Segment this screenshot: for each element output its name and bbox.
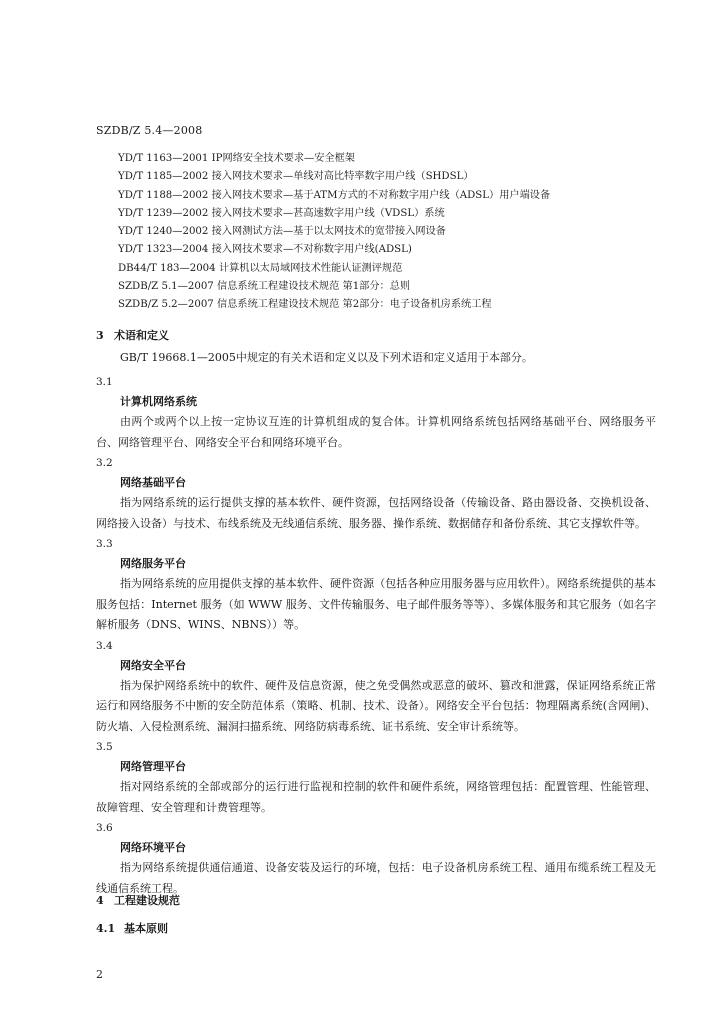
reference-item: YD/T 1185—2002 接入网技术要求—单线对高比特率数字用户线（SHDSL）: [118, 171, 474, 183]
section-number: 4.1: [96, 922, 116, 935]
reference-item: SZDB/Z 5.2—2007 信息系统工程建设技术规范 第2部分：电子设备机房系统工程: [118, 299, 492, 311]
term-entry: [96, 636, 656, 738]
term-entry: [96, 737, 656, 818]
term-definition: 由两个或两个以上按一定协议互连的计算机组成的复合体。计算机网络系统包括网络基础平台、网络服务平台、网络管理平台、网络安全平台和网络环境平台。: [96, 415, 656, 449]
term-name: 网络安全平台: [120, 658, 186, 672]
term-number: 3.6: [96, 822, 113, 834]
term-number: 3.2: [96, 457, 113, 469]
term-name: 计算机网络系统: [120, 395, 197, 408]
terms-list: [96, 372, 656, 899]
reference-item: YD/T 1188—2002 接入网技术要求—基于ATM方式的不对称数字用户线（ADSL）用户端设备: [118, 189, 551, 201]
term-definition: 指为网络系统的运行提供支撑的基本软件、硬件资源，包括网络设备（传输设备、路由器设备、交换机设备、网络接入设备）与技术、布线系统及无线通信系统、服务器、操作系统、数据储存和备份系统、其它支撑软件等。: [96, 496, 656, 530]
term-definition: 指为网络系统提供通信通道、设备安装及运行的环境，包括：电子设备机房系统工程、通用布缆系统工程及无线通信系统工程。: [96, 861, 656, 895]
section-4-heading: [96, 892, 180, 908]
reference-item: YD/T 1240—2002 接入网测试方法—基于以太网技术的宽带接入网设备: [118, 226, 446, 238]
section-3-heading: [96, 327, 169, 343]
section-3-intro: GB/T 19668.1—2005中规定的有关术语和定义以及下列术语和定义适用于本部分。: [120, 351, 533, 364]
reference-item: YD/T 1323—2004 接入网技术要求—不对称数字用户线(ADSL): [118, 244, 412, 256]
term-name: 网络基础平台: [120, 476, 186, 489]
reference-list: [118, 150, 678, 315]
reference-item: DB44/T 183—2004 计算机以太局域网技术性能认证测评规范: [118, 262, 403, 274]
section-title: 术语和定义: [114, 329, 169, 342]
section-number: 3: [96, 329, 104, 342]
term-entry: [96, 372, 656, 453]
reference-item: YD/T 1239—2002 接入网技术要求—甚高速数字用户线（VDSL）系统: [118, 207, 445, 219]
section-4-1-heading: [96, 920, 168, 936]
section-title: 基本原则: [124, 922, 168, 935]
reference-item: SZDB/Z 5.1—2007 信息系统工程建设技术规范 第1部分：总则: [118, 281, 411, 293]
term-number: 3.4: [96, 639, 113, 652]
section-number: 4: [96, 894, 104, 907]
term-name: 网络管理平台: [120, 760, 186, 773]
reference-item: YD/T 1163—2001 IP网络安全技术要求—安全框架: [118, 153, 355, 164]
term-number: 3.3: [96, 538, 113, 550]
term-name: 网络环境平台: [120, 841, 186, 854]
term-entry: [96, 534, 656, 636]
page-number: 2: [96, 968, 103, 981]
document-header: SZDB/Z 5.4—2008: [96, 124, 203, 137]
term-entry: [96, 818, 656, 899]
term-definition: 指对网络系统的全部或部分的运行进行监视和控制的软件和硬件系统，网络管理包括：配置管理、性能管理、故障管理、安全管理和计费管理等。: [96, 780, 656, 814]
term-definition: 指为网络系统的应用提供支撑的基本软件、硬件资源（包括各种应用服务器与应用软件）。网络系统提供的基本服务包括：Internet 服务（如 WWW 服务、文件传输服务、电子邮件服务等等）、多媒体服务和其它服务（如名字解析服务（DNS、WINS、NBNS））等。: [96, 577, 656, 631]
term-number: 3.1: [96, 376, 113, 388]
term-definition: 指为保护网络系统中的软件、硬件及信息资源，使之免受偶然或恶意的破坏、篡改和泄露，保证网络系统正常运行和网络服务不中断的安全防范体系（策略、机制、技术、设备）。网络安全平台包括：物理隔离系统(含网闸)、防火墙、入侵检测系统、漏洞扫描系统、网络防病毒系统、证书系统、安全审计系统等。: [96, 678, 656, 733]
term-entry: [96, 453, 656, 534]
section-title: 工程建设规范: [114, 894, 180, 907]
term-number: 3.5: [96, 741, 113, 753]
term-name: 网络服务平台: [120, 557, 186, 570]
